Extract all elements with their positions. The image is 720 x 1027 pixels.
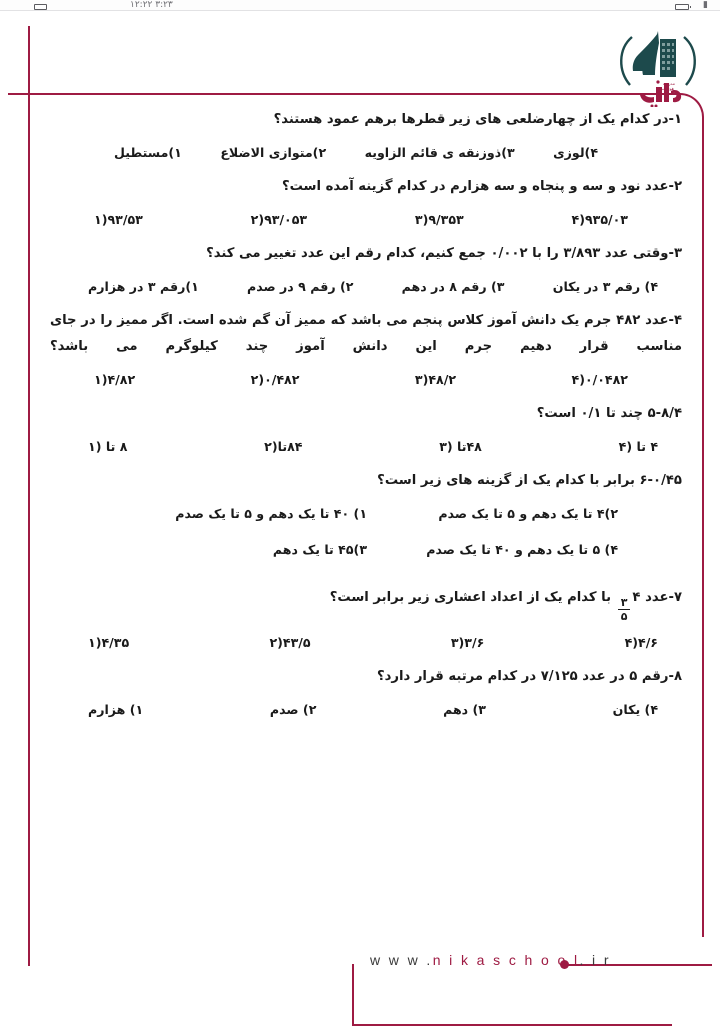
option-6-4[interactable]: ۴) ۵ تا یک دهم و ۴۰ تا یک صدم bbox=[426, 541, 618, 557]
url-suffix: . i r bbox=[579, 952, 611, 968]
question-text-8: ۸-رقم ۵ در عدد ۷/۱۲۵ در کدام مرتبه قرار دارد؟ bbox=[376, 669, 682, 685]
options-row-2 bbox=[36, 200, 684, 239]
question-block-6 bbox=[36, 468, 684, 583]
option-5-3[interactable]: ۴۸تا (۳ bbox=[439, 439, 482, 455]
option-8-2[interactable]: ۲) صدم bbox=[269, 701, 317, 717]
option-4-4[interactable]: ۰/۰۴۸۲(۴ bbox=[571, 371, 628, 387]
question-text-2: ۲-عدد نود و سه و پنجاه و سه هزارم در کدام گزینه آمده است؟ bbox=[281, 179, 682, 195]
question-text-6: ۶-۰/۴۵ برابر با کدام یک از گزینه های زیر است؟ bbox=[377, 473, 682, 489]
options-row-4 bbox=[36, 360, 684, 399]
options-row-3 bbox=[36, 267, 684, 306]
frame-line-top bbox=[8, 93, 668, 95]
fraction-numerator: ۳ bbox=[618, 597, 631, 611]
option-4-1[interactable]: ۴/۸۲(۱ bbox=[94, 371, 136, 387]
question-block-5 bbox=[36, 401, 684, 466]
option-7-1[interactable]: ۴/۳۵(۱ bbox=[88, 634, 130, 650]
option-3-4[interactable]: ۴) رقم ۳ در یکان bbox=[552, 279, 658, 295]
option-2-3[interactable]: ۹/۳۵۳(۳ bbox=[414, 211, 464, 227]
option-6-3[interactable]: ۳)۴۵ تا یک دهم bbox=[272, 541, 367, 557]
status-bar-right bbox=[675, 1, 708, 10]
frame-line-left bbox=[28, 26, 30, 966]
option-7-2[interactable]: ۴۳/۵(۲ bbox=[269, 634, 311, 650]
question-7-suffix: با کدام یک از اعداد اعشاری زیر برابر است؟ bbox=[329, 589, 612, 605]
menu-icon bbox=[34, 4, 47, 10]
options-row-7 bbox=[36, 623, 684, 662]
nika-school-logo-icon bbox=[612, 25, 704, 107]
fraction-icon bbox=[618, 597, 631, 623]
question-text-7 bbox=[36, 585, 684, 623]
option-3-1[interactable]: ۱)رقم ۳ در هزارم bbox=[88, 279, 199, 295]
question-text-3: ۳-وقتی عدد ۳/۸۹۳ را با ۰/۰۰۲ جمع کنیم، کدام رقم این عدد تغییر می کند؟ bbox=[206, 246, 682, 262]
question-text-5: ۵-۸/۴ چند تا ۰/۱ است؟ bbox=[536, 406, 682, 422]
option-1-4[interactable]: ۴)لوزی bbox=[553, 144, 598, 160]
option-8-1[interactable]: ۱) هزارم bbox=[88, 701, 144, 717]
option-3-3[interactable]: ۳) رقم ۸ در دهم bbox=[401, 279, 505, 295]
options-row-6 bbox=[36, 494, 684, 583]
options-row-8 bbox=[36, 690, 684, 729]
option-8-4[interactable]: ۴) یکان bbox=[612, 701, 658, 717]
worksheet-sheet bbox=[0, 11, 720, 1027]
option-2-2[interactable]: ۹۳/۰۵۳(۲ bbox=[250, 211, 308, 227]
svg-text:هوشمند: هوشمند bbox=[660, 86, 674, 91]
url-brand: n i k a s c h o o l bbox=[432, 952, 580, 968]
question-block-8 bbox=[36, 664, 684, 729]
frame-line-bottom-vertical bbox=[352, 964, 354, 1026]
battery-icon bbox=[675, 4, 689, 10]
option-7-4[interactable]: ۴/۶(۴ bbox=[624, 634, 658, 650]
status-bar-left bbox=[34, 4, 47, 10]
option-1-2[interactable]: ۲)متوازی الاضلاع bbox=[220, 144, 327, 160]
option-6-1[interactable]: ۱) ۴۰ تا یک دهم و ۵ تا یک صدم bbox=[175, 506, 367, 522]
status-bar-time: ۱۲:۲۲ ۳:۲۳ bbox=[130, 0, 173, 10]
option-5-2[interactable]: ۸۴تا(۲ bbox=[264, 439, 303, 455]
question-block-7 bbox=[36, 585, 684, 662]
option-2-4[interactable]: ۹۳۵/۰۳(۴ bbox=[571, 211, 628, 227]
options-row-5 bbox=[36, 427, 684, 466]
question-text-1: ۱-در کدام یک از چهارضلعی های زیر قطرها برهم عمود هستند؟ bbox=[273, 112, 682, 127]
logo-subtitle-text: مدرسه bbox=[662, 81, 675, 86]
option-3-2[interactable]: ۲) رقم ۹ در صدم bbox=[246, 279, 354, 295]
status-bar-center bbox=[130, 1, 173, 10]
frame-line-right bbox=[702, 137, 704, 937]
frame-line-bottom bbox=[352, 1024, 672, 1026]
option-4-2[interactable]: ۰/۴۸۲(۲ bbox=[250, 371, 300, 387]
question-block-2 bbox=[36, 174, 684, 239]
question-block-3 bbox=[36, 241, 684, 306]
signal-icon: ▮ bbox=[703, 0, 708, 10]
option-6-2[interactable]: ۲)۴ تا یک دهم و ۵ تا یک صدم bbox=[438, 506, 618, 522]
status-bar bbox=[0, 0, 720, 11]
options-row-1 bbox=[36, 133, 684, 172]
footer-website-url[interactable] bbox=[370, 952, 611, 968]
option-1-3[interactable]: ۳)ذوزنقه ی قائم الزاویه bbox=[364, 144, 515, 160]
fraction-whole: ۴ bbox=[632, 589, 641, 605]
option-8-3[interactable]: ۳) دهم bbox=[443, 701, 486, 717]
url-prefix: w w w . bbox=[370, 952, 433, 968]
option-2-1[interactable]: ۹۳/۵۳(۱ bbox=[94, 211, 143, 227]
questions-container bbox=[36, 107, 684, 731]
option-7-3[interactable]: ۳/۶(۳ bbox=[450, 634, 485, 650]
mixed-number-7 bbox=[611, 589, 641, 624]
fraction-denominator: ۵ bbox=[620, 610, 628, 624]
option-4-3[interactable]: ۴۸/۲(۳ bbox=[414, 371, 457, 387]
question-7-prefix: ۷-عدد bbox=[645, 589, 682, 605]
question-block-1 bbox=[36, 107, 684, 172]
option-5-1[interactable]: ۸ تا (۱ bbox=[88, 439, 128, 455]
option-1-1[interactable]: ۱)مستطیل bbox=[114, 144, 182, 160]
option-5-4[interactable]: ۴ تا (۴ bbox=[618, 439, 658, 455]
question-text-4: ۴-عدد ۴۸۲ جرم یک دانش آموز کلاس پنجم می باشد که ممیز آن گم شده است. اگر ممیز را در جای مناسب قرار دهیم جرم این دانش آموز چند کیلوگرم می باشد؟ bbox=[50, 313, 682, 355]
question-block-4 bbox=[36, 308, 684, 399]
